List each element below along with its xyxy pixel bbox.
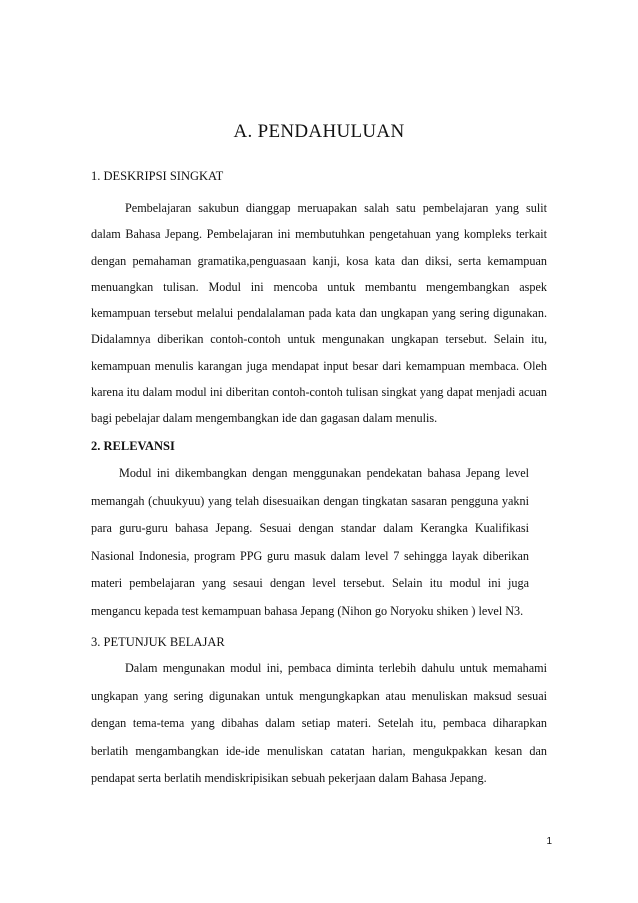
section-paragraph: Modul ini dikembangkan dengan menggunakan pendekatan bahasa Jepang level memangah (chuukyuu) yang telah disesuaikan dengan tingkatan sasaran pengguna yakni para guru-guru bahasa Jepang. Sesuai dengan standar dalam Kerangka Kualifikasi Nasional Indonesia, program PPG guru masuk dalam level 7 sehingga layak diberikan materi pembelajaran yang sesaui dengan level tersebut. Selain itu modul ini juga mengancu kepada test kemampuan bahasa Jepang (Nihon go Noryoku shiken ) level N3. — [91, 466, 529, 618]
section-heading: 3. PETUNJUK BELAJAR — [91, 635, 225, 649]
section-deskripsi-singkat — [91, 168, 547, 432]
section-relevansi — [91, 438, 529, 625]
section-heading: 2. RELEVANSI — [91, 439, 175, 453]
page-number: 1 — [546, 836, 552, 847]
section-petunjuk-belajar — [91, 634, 547, 793]
section-heading: 1. DESKRIPSI SINGKAT — [91, 169, 224, 183]
section-paragraph: Pembelajaran sakubun dianggap meruapakan salah satu pembelajaran yang sulit dalam Bahasa Jepang. Pembelajaran ini membutuhkan pengetahuan yang kompleks terkait dengan pemahaman gramatika,penguasaan kanji, kosa kata dan diksi, serta kemampuan menuangkan tulisan. Modul ini mencoba untuk membantu mengembangkan aspek kemampuan tersebut melalui pendalalaman pada kata dan ungkapan yang sering digunakan. Didalamnya diberikan contoh-contoh untuk mengunakan ungkapan tersebut. Selain itu, kemampuan menulis karangan juga mendapat input besar dari kemampuan membaca. Oleh karena itu dalam modul ini diberitan contoh-contoh tulisan singkat yang dapat menjadi acuan bagi pebelajar dalam mengembangkan ide dan gagasan dalam menulis. — [91, 201, 547, 426]
page-title: A. PENDAHULUAN — [233, 121, 405, 142]
section-paragraph: Dalam mengunakan modul ini, pembaca diminta terlebih dahulu untuk memahami ungkapan yang sering digunakan untuk mengungkapkan atau menuliskan maksud sesuai dengan tema-tema yang dibahas dalam setiap materi. Setelah itu, pembaca diharapkan berlatih mengambangkan ide-ide menuliskan catatan harian, mengukpakkan kesan dan pendapat serta berlatih mendiskripisikan sebuah pekerjaan dalam Bahasa Jepang. — [91, 661, 547, 785]
